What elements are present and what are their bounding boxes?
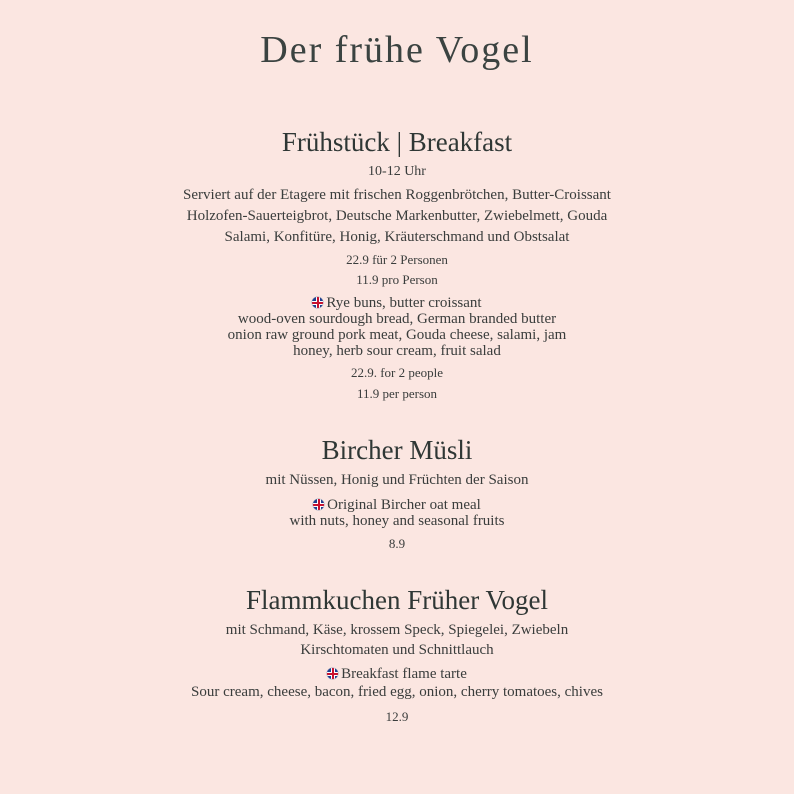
- muesli-desc-de: mit Nüssen, Honig und Früchten der Saison: [265, 472, 529, 488]
- flammkuchen-desc-en-line-2: Sour cream, cheese, bacon, fried egg, onion, cherry tomatoes, chives: [191, 684, 603, 700]
- flammkuchen-desc-en-line-1: [0, 666, 794, 683]
- breakfast-desc-en-text-1: Rye buns, butter croissant: [326, 295, 482, 311]
- flammkuchen-desc-de-line-1: mit Schmand, Käse, krossem Speck, Spiegelei, Zwiebeln: [225, 622, 569, 638]
- breakfast-price-en-1: 22.9. for 2 people: [350, 365, 444, 380]
- breakfast-desc-de-line-2: Holzofen-Sauerteigbrot, Deutsche Markenbutter, Zwiebelmett, Gouda: [186, 208, 608, 224]
- flammkuchen-desc-de-line-2: Kirschtomaten und Schnittlauch: [300, 642, 494, 658]
- uk-flag-icon: [313, 499, 324, 510]
- page-title: Der frühe Vogel: [260, 29, 534, 71]
- breakfast-price-en-2: 11.9 per person: [356, 386, 438, 401]
- muesli-desc-en-line-2: with nuts, honey and seasonal fruits: [289, 513, 505, 529]
- breakfast-desc-de-line-3: Salami, Konfitüre, Honig, Kräuterschmand und Obstsalat: [224, 229, 570, 245]
- uk-flag-icon: [327, 668, 338, 679]
- uk-flag-icon: [312, 297, 323, 308]
- muesli-heading: Bircher Müsli: [321, 435, 473, 465]
- breakfast-desc-en-line-2: wood-oven sourdough bread, German branded butter: [237, 311, 557, 327]
- breakfast-desc-en-line-3: onion raw ground pork meat, Gouda cheese, salami, jam: [227, 327, 567, 343]
- breakfast-price-de-2: 11.9 pro Person: [356, 272, 438, 287]
- breakfast-price-de-1: 22.9 für 2 Personen: [346, 252, 448, 267]
- flammkuchen-desc-en-text-1: Breakfast flame tarte: [341, 666, 467, 682]
- breakfast-desc-de-line-1: Serviert auf der Etagere mit frischen Roggenbrötchen, Butter-Croissant: [183, 187, 611, 203]
- muesli-desc-en-text-1: Original Bircher oat meal: [327, 497, 481, 513]
- breakfast-heading: Frühstück | Breakfast: [281, 127, 513, 157]
- muesli-desc-en-line-1: [0, 497, 794, 514]
- breakfast-time: 10-12 Uhr: [368, 164, 426, 179]
- flammkuchen-heading: Flammkuchen Früher Vogel: [246, 585, 548, 615]
- flammkuchen-price: 12.9: [385, 709, 409, 724]
- muesli-price: 8.9: [388, 536, 406, 551]
- breakfast-desc-en-line-4: honey, herb sour cream, fruit salad: [293, 343, 501, 359]
- breakfast-desc-en-line-1: [0, 295, 794, 312]
